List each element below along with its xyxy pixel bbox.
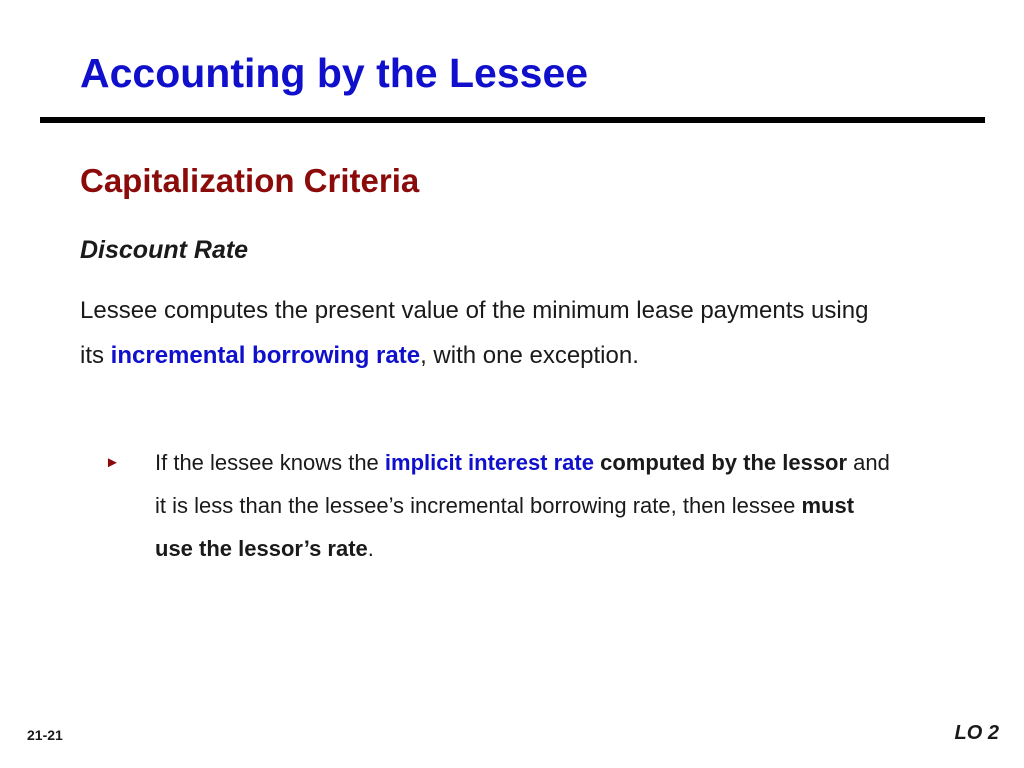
bullet-item [105,441,905,570]
slide-title: Accounting by the Lessee [80,50,589,96]
bullet-text [155,441,895,570]
paragraph-text: Lessee computes the present value of the minimum lease payments using its [80,297,869,369]
bullet-text-end: . [367,536,374,561]
title-divider [40,117,985,123]
bold-computed-by-lessor: computed by the lessor [600,450,848,475]
section-heading: Capitalization Criteria [80,162,420,199]
highlight-implicit-interest-rate: implicit interest rate [384,450,594,475]
bullet-text-middle: and it is less than the lessee’s incremental borrowing rate, then lessee [155,450,890,518]
highlight-incremental-borrowing-rate: incremental borrowing rate [110,342,421,369]
learning-objective-label: LO 2 [954,722,999,744]
paragraph-text-end: , with one exception. [420,342,639,369]
page-number: 21-21 [27,727,63,743]
bullet-text-start: If the lessee knows the [155,450,385,475]
bold-must-use-lessors-rate: must use the lessor’s rate [155,493,855,561]
body-paragraph [80,288,880,378]
subsection-heading: Discount Rate [80,236,249,264]
bullet-arrow-icon: ► [105,454,120,471]
